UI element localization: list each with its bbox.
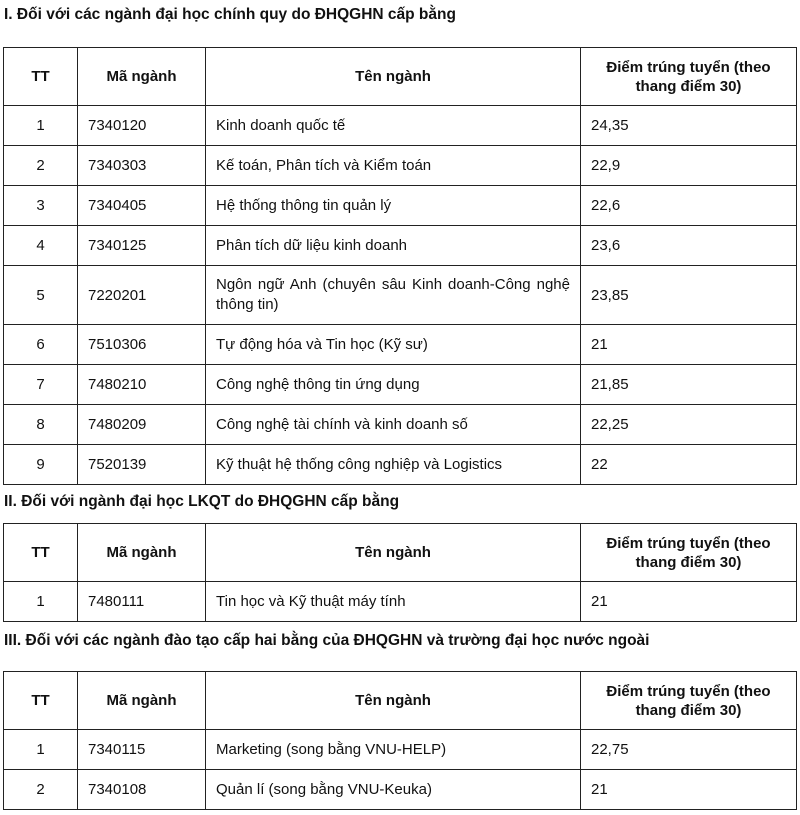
section-2-title: II. Đối với ngành đại học LKQT do ĐHQGHN cấp bằng: [4, 493, 400, 510]
cell-code: 7220201: [78, 266, 206, 325]
cell-score: 22,25: [581, 405, 797, 445]
cell-tt: 1: [4, 730, 78, 770]
header-code: Mã ngành: [78, 524, 206, 582]
cell-code: 7510306: [78, 325, 206, 365]
table-row: [4, 106, 797, 146]
cell-score: 21: [581, 770, 797, 810]
table-row: [4, 582, 797, 622]
table-row: [4, 146, 797, 186]
cell-name: Quản lí (song bằng VNU-Keuka): [206, 770, 581, 810]
header-tt: TT: [4, 48, 78, 106]
table-header-row: [4, 524, 797, 582]
header-name: Tên ngành: [206, 672, 581, 730]
table-row: [4, 266, 797, 325]
header-score: Điểm trúng tuyển (theo thang điểm 30): [581, 48, 797, 106]
cell-name: Kỹ thuật hệ thống công nghiệp và Logistics: [206, 445, 581, 485]
cell-tt: 3: [4, 186, 78, 226]
cell-score: 22,75: [581, 730, 797, 770]
cell-score: 23,85: [581, 266, 797, 325]
cell-tt: 1: [4, 106, 78, 146]
cell-name: Kế toán, Phân tích và Kiểm toán: [206, 146, 581, 186]
table-row: [4, 770, 797, 810]
header-code: Mã ngành: [78, 48, 206, 106]
table-row: [4, 730, 797, 770]
cell-code: 7340108: [78, 770, 206, 810]
cell-code: 7340120: [78, 106, 206, 146]
table-header-row: [4, 672, 797, 730]
cell-name: Công nghệ tài chính và kinh doanh số: [206, 405, 581, 445]
cell-tt: 1: [4, 582, 78, 622]
header-score: Điểm trúng tuyển (theo thang điểm 30): [581, 672, 797, 730]
section-3-table: [3, 671, 797, 810]
table-row: [4, 325, 797, 365]
cell-code: 7340303: [78, 146, 206, 186]
cell-tt: 8: [4, 405, 78, 445]
cell-name: Tin học và Kỹ thuật máy tính: [206, 582, 581, 622]
header-code: Mã ngành: [78, 672, 206, 730]
cell-name: Marketing (song bằng VNU-HELP): [206, 730, 581, 770]
cell-code: 7340125: [78, 226, 206, 266]
cell-name: Kinh doanh quốc tế: [206, 106, 581, 146]
cell-code: 7340115: [78, 730, 206, 770]
cell-code: 7520139: [78, 445, 206, 485]
cell-name: Ngôn ngữ Anh (chuyên sâu Kinh doanh-Công nghệ thông tin): [206, 266, 581, 325]
cell-code: 7480111: [78, 582, 206, 622]
cell-name: Hệ thống thông tin quản lý: [206, 186, 581, 226]
cell-tt: 6: [4, 325, 78, 365]
cell-tt: 2: [4, 770, 78, 810]
section-1-table: [3, 47, 797, 485]
cell-code: 7480210: [78, 365, 206, 405]
cell-code: 7340405: [78, 186, 206, 226]
cell-tt: 2: [4, 146, 78, 186]
table-row: [4, 226, 797, 266]
section-1-title: I. Đối với các ngành đại học chính quy do ĐHQGHN cấp bằng: [4, 6, 456, 23]
cell-code: 7480209: [78, 405, 206, 445]
cell-name: Công nghệ thông tin ứng dụng: [206, 365, 581, 405]
cell-score: 24,35: [581, 106, 797, 146]
header-tt: TT: [4, 672, 78, 730]
cell-score: 21: [581, 582, 797, 622]
cell-name: Phân tích dữ liệu kinh doanh: [206, 226, 581, 266]
header-tt: TT: [4, 524, 78, 582]
table-row: [4, 186, 797, 226]
cell-score: 23,6: [581, 226, 797, 266]
cell-tt: 7: [4, 365, 78, 405]
cell-tt: 5: [4, 266, 78, 325]
section-2-table: [3, 523, 797, 622]
cell-tt: 4: [4, 226, 78, 266]
cell-score: 22: [581, 445, 797, 485]
section-3-title: III. Đối với các ngành đào tạo cấp hai bằng của ĐHQGHN và trường đại học nước ngoài: [4, 632, 650, 649]
table-row: [4, 365, 797, 405]
cell-score: 21,85: [581, 365, 797, 405]
table-row: [4, 445, 797, 485]
header-name: Tên ngành: [206, 48, 581, 106]
cell-tt: 9: [4, 445, 78, 485]
table-row: [4, 405, 797, 445]
header-name: Tên ngành: [206, 524, 581, 582]
cell-name: Tự động hóa và Tin học (Kỹ sư): [206, 325, 581, 365]
table-header-row: [4, 48, 797, 106]
cell-score: 22,6: [581, 186, 797, 226]
cell-score: 21: [581, 325, 797, 365]
cell-score: 22,9: [581, 146, 797, 186]
header-score: Điểm trúng tuyển (theo thang điểm 30): [581, 524, 797, 582]
